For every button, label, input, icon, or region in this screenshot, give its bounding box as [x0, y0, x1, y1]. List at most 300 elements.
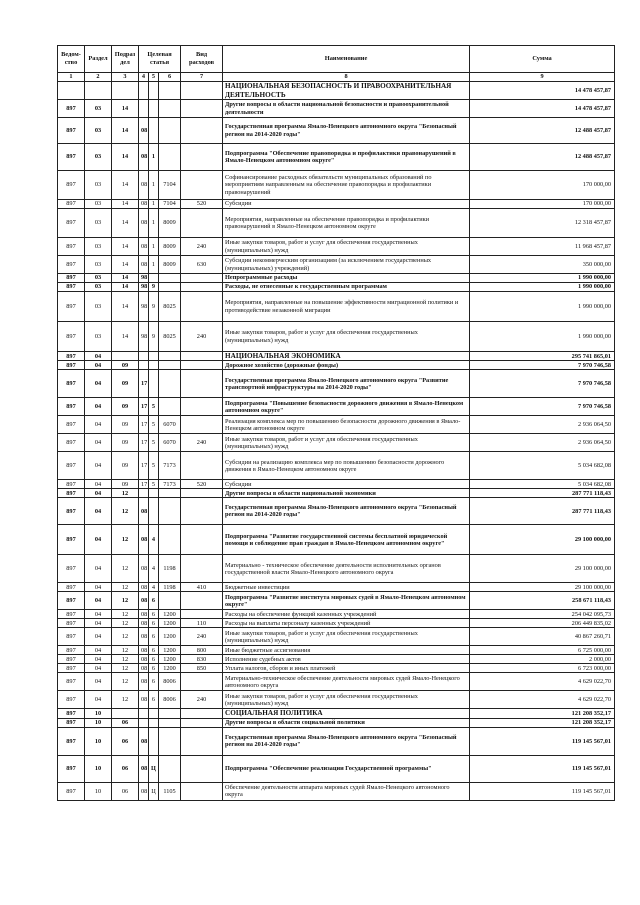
expense-type-cell: [181, 673, 223, 691]
amount-cell: 1 990 000,00: [470, 292, 615, 322]
section-cell: 04: [85, 489, 112, 498]
article-code-cell: 1200: [159, 655, 181, 664]
subprogram-code-cell: [149, 352, 159, 361]
subsection-cell: [112, 352, 139, 361]
subsection-cell: 12: [112, 489, 139, 498]
section-cell: 03: [85, 100, 112, 118]
item-name-cell: Другие вопросы в области национальной экономики: [223, 489, 470, 498]
amount-cell: 4 629 022,70: [470, 673, 615, 691]
amount-cell: 7 970 746,58: [470, 361, 615, 370]
amount-cell: 206 449 835,02: [470, 619, 615, 628]
table-row: [58, 664, 615, 673]
subsection-cell: 09: [112, 452, 139, 480]
section-cell: 03: [85, 144, 112, 171]
section-cell: [85, 82, 112, 100]
item-name-cell: Государственная программа Ямало-Ненецкого автономного округа "Развитие транспортной инфраструктуры на 2014-2020 годы": [223, 370, 470, 398]
section-cell: 03: [85, 274, 112, 283]
item-name-cell: Реализация комплекса мер по повышению безопасности дорожного движения в Ямало-Ненецком автономном округе: [223, 416, 470, 434]
department-cell: 897: [58, 238, 85, 256]
subprogram-code-cell: 6: [149, 664, 159, 673]
subprogram-code-cell: 6: [149, 628, 159, 646]
subsection-cell: 14: [112, 283, 139, 292]
expense-type-cell: [181, 361, 223, 370]
program-code-cell: 98: [139, 292, 149, 322]
department-cell: 897: [58, 718, 85, 727]
department-cell: 897: [58, 118, 85, 144]
department-cell: [58, 82, 85, 100]
article-code-cell: [159, 352, 181, 361]
department-cell: 897: [58, 480, 85, 489]
amount-cell: 287 771 118,43: [470, 489, 615, 498]
column-number: 1: [58, 73, 85, 82]
article-code-cell: 7104: [159, 171, 181, 200]
table-row: [58, 209, 615, 238]
table-row: [58, 498, 615, 525]
subsection-cell: 12: [112, 498, 139, 525]
amount-cell: 287 771 118,43: [470, 498, 615, 525]
table-row: [58, 256, 615, 274]
expense-type-cell: [181, 283, 223, 292]
amount-cell: 6 723 000,00: [470, 664, 615, 673]
department-cell: 897: [58, 655, 85, 664]
table-row: [58, 322, 615, 352]
item-name-cell: НАЦИОНАЛЬНАЯ ЭКОНОМИКА: [223, 352, 470, 361]
column-number: 5: [149, 73, 159, 82]
table-row: [58, 238, 615, 256]
expense-type-cell: [181, 171, 223, 200]
subprogram-code-cell: 4: [149, 583, 159, 592]
section-cell: 04: [85, 498, 112, 525]
table-row: [58, 480, 615, 489]
column-number: 7: [181, 73, 223, 82]
subsection-cell: 14: [112, 292, 139, 322]
item-name-cell: Мероприятия, направленные на обеспечение правопорядка и профилактики правонарушений в Ямало-Ненецком автономном округе: [223, 209, 470, 238]
header-section: Раздел: [85, 46, 112, 73]
article-code-cell: 6070: [159, 434, 181, 452]
section-cell: 04: [85, 610, 112, 619]
program-code-cell: 08: [139, 782, 149, 800]
subprogram-code-cell: 1: [149, 171, 159, 200]
section-cell: 04: [85, 452, 112, 480]
item-name-cell: Иные закупки товаров, работ и услуг для обеспечения государственных (муниципальных) нужд: [223, 322, 470, 352]
program-code-cell: [139, 489, 149, 498]
item-name-cell: Иные закупки товаров, работ и услуг для обеспечения государственных (муниципальных) нужд: [223, 691, 470, 709]
table-row: [58, 592, 615, 610]
table-row: [58, 352, 615, 361]
expense-type-cell: 630: [181, 256, 223, 274]
item-name-cell: Подпрограмма "Развитие института мировых судей в Ямало-Ненецком автономном округе": [223, 592, 470, 610]
expense-type-cell: 800: [181, 646, 223, 655]
article-code-cell: 1200: [159, 664, 181, 673]
amount-cell: 1 990 000,00: [470, 283, 615, 292]
article-code-cell: [159, 398, 181, 416]
subsection-cell: [112, 82, 139, 100]
section-cell: 04: [85, 619, 112, 628]
department-cell: 897: [58, 709, 85, 718]
program-code-cell: 08: [139, 610, 149, 619]
amount-cell: 121 208 352,17: [470, 709, 615, 718]
subsection-cell: 14: [112, 100, 139, 118]
department-cell: 897: [58, 619, 85, 628]
article-code-cell: [159, 118, 181, 144]
section-cell: 04: [85, 352, 112, 361]
subprogram-code-cell: [149, 498, 159, 525]
subsection-cell: 06: [112, 782, 139, 800]
amount-cell: 29 100 000,00: [470, 525, 615, 555]
subprogram-code-cell: 5: [149, 434, 159, 452]
article-code-cell: [159, 283, 181, 292]
item-name-cell: Мероприятия, направленные на повышение эффективности миграционной политики и противодействие незаконной миграции: [223, 292, 470, 322]
article-code-cell: [159, 100, 181, 118]
amount-cell: 12 318 457,87: [470, 209, 615, 238]
expense-type-cell: 240: [181, 322, 223, 352]
amount-cell: 29 100 000,00: [470, 555, 615, 583]
table-row: [58, 274, 615, 283]
department-cell: 897: [58, 782, 85, 800]
section-cell: 03: [85, 209, 112, 238]
expense-type-cell: [181, 525, 223, 555]
article-code-cell: 1200: [159, 610, 181, 619]
table-row: [58, 370, 615, 398]
program-code-cell: 08: [139, 209, 149, 238]
section-cell: 04: [85, 673, 112, 691]
subprogram-code-cell: [149, 118, 159, 144]
section-cell: 04: [85, 655, 112, 664]
department-cell: 897: [58, 434, 85, 452]
table-row: [58, 525, 615, 555]
section-cell: 04: [85, 555, 112, 583]
section-cell: 03: [85, 292, 112, 322]
amount-cell: 119 145 567,01: [470, 782, 615, 800]
article-code-cell: 7173: [159, 452, 181, 480]
department-cell: 897: [58, 489, 85, 498]
program-code-cell: 17: [139, 452, 149, 480]
header-amount: Сумма: [470, 46, 615, 73]
article-code-cell: 1200: [159, 628, 181, 646]
expense-type-cell: [181, 398, 223, 416]
subsection-cell: 14: [112, 171, 139, 200]
program-code-cell: 98: [139, 322, 149, 352]
subprogram-code-cell: [149, 82, 159, 100]
subsection-cell: 09: [112, 370, 139, 398]
program-code-cell: 08: [139, 583, 149, 592]
item-name-cell: Подпрограмма "Обеспечение правопорядка и профилактики правонарушений в Ямало-Ненецком автономном округе": [223, 144, 470, 171]
table-row: [58, 200, 615, 209]
table-row: [58, 416, 615, 434]
program-code-cell: 08: [139, 655, 149, 664]
subsection-cell: 12: [112, 646, 139, 655]
subprogram-code-cell: 9: [149, 283, 159, 292]
program-code-cell: 08: [139, 592, 149, 610]
subprogram-code-cell: 6: [149, 655, 159, 664]
item-name-cell: Расходы на обеспечение функций казенных учреждений: [223, 610, 470, 619]
amount-cell: 12 488 457,87: [470, 118, 615, 144]
amount-cell: 170 000,00: [470, 200, 615, 209]
item-name-cell: Субсидии: [223, 480, 470, 489]
amount-cell: 254 042 095,73: [470, 610, 615, 619]
subprogram-code-cell: 6: [149, 646, 159, 655]
expense-type-cell: [181, 416, 223, 434]
program-code-cell: 17: [139, 416, 149, 434]
subsection-cell: 12: [112, 691, 139, 709]
item-name-cell: Подпрограмма "Обеспечение реализации Государственной программы": [223, 755, 470, 782]
table-row: [58, 691, 615, 709]
amount-cell: 1 990 000,00: [470, 322, 615, 352]
department-cell: 897: [58, 283, 85, 292]
program-code-cell: 08: [139, 200, 149, 209]
article-code-cell: 1105: [159, 782, 181, 800]
budget-table: [57, 45, 615, 801]
item-name-cell: Иные закупки товаров, работ и услуг для обеспечения государственных (муниципальных) нужд: [223, 628, 470, 646]
amount-cell: 12 488 457,87: [470, 144, 615, 171]
program-code-cell: 08: [139, 628, 149, 646]
expense-type-cell: [181, 782, 223, 800]
item-name-cell: Государственная программа Ямало-Ненецкого автономного округа "Безопасный регион на 2014-2020 годы": [223, 118, 470, 144]
header-subsection: Подраз дел: [112, 46, 139, 73]
amount-cell: 5 034 682,08: [470, 480, 615, 489]
section-cell: 10: [85, 755, 112, 782]
subsection-cell: 09: [112, 361, 139, 370]
subprogram-code-cell: 1: [149, 144, 159, 171]
subprogram-code-cell: 6: [149, 619, 159, 628]
article-code-cell: [159, 82, 181, 100]
department-cell: 897: [58, 727, 85, 755]
subprogram-code-cell: 1: [149, 256, 159, 274]
item-name-cell: Подпрограмма "Повышение безопасности дорожного движения в Ямало-Ненецком автономном округе": [223, 398, 470, 416]
amount-cell: 258 671 118,43: [470, 592, 615, 610]
expense-type-cell: [181, 370, 223, 398]
table-row: [58, 171, 615, 200]
program-code-cell: [139, 100, 149, 118]
expense-type-cell: 850: [181, 664, 223, 673]
table-row: [58, 434, 615, 452]
item-name-cell: Иные закупки товаров, работ и услуг для обеспечения государственных (муниципальных) нужд: [223, 238, 470, 256]
item-name-cell: Непрограммные расходы: [223, 274, 470, 283]
department-cell: 897: [58, 664, 85, 673]
table-row: [58, 555, 615, 583]
expense-type-cell: 520: [181, 480, 223, 489]
table-row: [58, 718, 615, 727]
department-cell: 897: [58, 691, 85, 709]
table-header-row: [58, 46, 615, 73]
amount-cell: 1 990 000,00: [470, 274, 615, 283]
table-row: [58, 628, 615, 646]
amount-cell: 14 478 457,87: [470, 100, 615, 118]
amount-cell: 40 867 260,71: [470, 628, 615, 646]
department-cell: 897: [58, 274, 85, 283]
article-code-cell: [159, 361, 181, 370]
header-expense-type: Вид расходов: [181, 46, 223, 73]
item-name-cell: Другие вопросы в области национальной безопасности и правоохранительной деятельности: [223, 100, 470, 118]
department-cell: 897: [58, 498, 85, 525]
table-row: [58, 398, 615, 416]
expense-type-cell: 240: [181, 238, 223, 256]
subprogram-code-cell: [149, 489, 159, 498]
article-code-cell: 1200: [159, 619, 181, 628]
expense-type-cell: [181, 709, 223, 718]
subsection-cell: 12: [112, 655, 139, 664]
program-code-cell: 17: [139, 370, 149, 398]
document-page: [57, 45, 614, 801]
column-number: 4: [139, 73, 149, 82]
subsection-cell: 14: [112, 238, 139, 256]
section-cell: 10: [85, 709, 112, 718]
item-name-cell: Расходы, не отнесенные к государственным программам: [223, 283, 470, 292]
subsection-cell: 14: [112, 274, 139, 283]
table-row: [58, 292, 615, 322]
section-cell: 04: [85, 416, 112, 434]
article-code-cell: 6070: [159, 416, 181, 434]
program-code-cell: 08: [139, 498, 149, 525]
amount-cell: 5 034 682,08: [470, 452, 615, 480]
expense-type-cell: [181, 209, 223, 238]
amount-cell: 121 208 352,17: [470, 718, 615, 727]
table-row: [58, 610, 615, 619]
table-row: [58, 452, 615, 480]
department-cell: 897: [58, 352, 85, 361]
subsection-cell: 12: [112, 628, 139, 646]
article-code-cell: 8006: [159, 691, 181, 709]
section-cell: 10: [85, 782, 112, 800]
subsection-cell: 09: [112, 398, 139, 416]
column-number-row: [58, 73, 615, 82]
amount-cell: 170 000,00: [470, 171, 615, 200]
table-row: [58, 361, 615, 370]
expense-type-cell: [181, 118, 223, 144]
article-code-cell: 1200: [159, 646, 181, 655]
program-code-cell: 08: [139, 646, 149, 655]
section-cell: 03: [85, 171, 112, 200]
department-cell: 897: [58, 256, 85, 274]
department-cell: 897: [58, 525, 85, 555]
subsection-cell: 09: [112, 434, 139, 452]
expense-type-cell: [181, 755, 223, 782]
section-cell: 04: [85, 398, 112, 416]
program-code-cell: 08: [139, 256, 149, 274]
article-code-cell: [159, 709, 181, 718]
subprogram-code-cell: 4: [149, 525, 159, 555]
article-code-cell: [159, 525, 181, 555]
table-row: [58, 727, 615, 755]
subsection-cell: [112, 709, 139, 718]
item-name-cell: Субсидии некоммерческим организациям (за исключением государственных (муниципальных) учреждений): [223, 256, 470, 274]
section-cell: 04: [85, 664, 112, 673]
item-name-cell: НАЦИОНАЛЬНАЯ БЕЗОПАСНОСТЬ И ПРАВООХРАНИТЕЛЬНАЯ ДЕЯТЕЛЬНОСТЬ: [223, 82, 470, 100]
expense-type-cell: 110: [181, 619, 223, 628]
article-code-cell: [159, 727, 181, 755]
department-cell: 897: [58, 452, 85, 480]
subsection-cell: 12: [112, 555, 139, 583]
subprogram-code-cell: 5: [149, 452, 159, 480]
column-number: 2: [85, 73, 112, 82]
subsection-cell: 14: [112, 144, 139, 171]
subprogram-code-cell: Ц: [149, 782, 159, 800]
subprogram-code-cell: [149, 274, 159, 283]
expense-type-cell: [181, 718, 223, 727]
subprogram-code-cell: 5: [149, 416, 159, 434]
item-name-cell: Расходы на выплаты персоналу казенных учреждений: [223, 619, 470, 628]
program-code-cell: 08: [139, 727, 149, 755]
program-code-cell: [139, 718, 149, 727]
article-code-cell: [159, 755, 181, 782]
program-code-cell: [139, 361, 149, 370]
subsection-cell: 12: [112, 673, 139, 691]
expense-type-cell: [181, 144, 223, 171]
department-cell: 897: [58, 555, 85, 583]
subprogram-code-cell: 5: [149, 398, 159, 416]
amount-cell: 2 936 064,50: [470, 416, 615, 434]
expense-type-cell: 410: [181, 583, 223, 592]
subprogram-code-cell: 9: [149, 322, 159, 352]
section-cell: 04: [85, 646, 112, 655]
program-code-cell: 08: [139, 673, 149, 691]
department-cell: 897: [58, 209, 85, 238]
department-cell: 897: [58, 370, 85, 398]
expense-type-cell: [181, 100, 223, 118]
item-name-cell: Государственная программа Ямало-Ненецкого автономного округа "Безопасный регион на 2014-2020 годы": [223, 498, 470, 525]
subsection-cell: 06: [112, 727, 139, 755]
program-code-cell: [139, 709, 149, 718]
item-name-cell: Дорожное хозяйство (дорожные фонды): [223, 361, 470, 370]
section-cell: 03: [85, 322, 112, 352]
subprogram-code-cell: [149, 727, 159, 755]
header-department: Ведом-ство: [58, 46, 85, 73]
program-code-cell: 17: [139, 434, 149, 452]
table-row: [58, 619, 615, 628]
table-row: [58, 144, 615, 171]
department-cell: 897: [58, 583, 85, 592]
subsection-cell: 09: [112, 416, 139, 434]
subsection-cell: 14: [112, 322, 139, 352]
expense-type-cell: [181, 452, 223, 480]
section-cell: 04: [85, 434, 112, 452]
program-code-cell: [139, 82, 149, 100]
expense-type-cell: [181, 592, 223, 610]
amount-cell: 350 000,00: [470, 256, 615, 274]
program-code-cell: 17: [139, 398, 149, 416]
article-code-cell: [159, 274, 181, 283]
table-row: [58, 489, 615, 498]
subsection-cell: 12: [112, 583, 139, 592]
item-name-cell: СОЦИАЛЬНАЯ ПОЛИТИКА: [223, 709, 470, 718]
table-row: [58, 655, 615, 664]
table-row: [58, 82, 615, 100]
item-name-cell: Материально - техническое обеспечение деятельности исполнительных органов государственной власти Ямало-Ненецкого автономного округа: [223, 555, 470, 583]
expense-type-cell: 830: [181, 655, 223, 664]
program-code-cell: 17: [139, 480, 149, 489]
subprogram-code-cell: 6: [149, 592, 159, 610]
item-name-cell: Бюджетные инвестиции: [223, 583, 470, 592]
column-number: 9: [470, 73, 615, 82]
subprogram-code-cell: 5: [149, 480, 159, 489]
program-code-cell: 08: [139, 664, 149, 673]
article-code-cell: 8009: [159, 238, 181, 256]
subsection-cell: 14: [112, 118, 139, 144]
subsection-cell: 14: [112, 200, 139, 209]
article-code-cell: 7104: [159, 200, 181, 209]
item-name-cell: Подпрограмма "Развитие государственной системы бесплатной юридической помощи и соблюдение прав граждан в Ямало-Ненецком автономном округе": [223, 525, 470, 555]
program-code-cell: 08: [139, 755, 149, 782]
item-name-cell: Субсидии на реализацию комплекса мер по повышению безопасности дорожного движения в Ямало-Ненецком автономном округе: [223, 452, 470, 480]
expense-type-cell: [181, 489, 223, 498]
subsection-cell: 12: [112, 592, 139, 610]
department-cell: 897: [58, 200, 85, 209]
table-row: [58, 646, 615, 655]
program-code-cell: 08: [139, 691, 149, 709]
item-name-cell: Обеспечение деятельности аппарата мировых судей Ямало-Ненецкого автономного округа: [223, 782, 470, 800]
expense-type-cell: [181, 498, 223, 525]
article-code-cell: [159, 489, 181, 498]
